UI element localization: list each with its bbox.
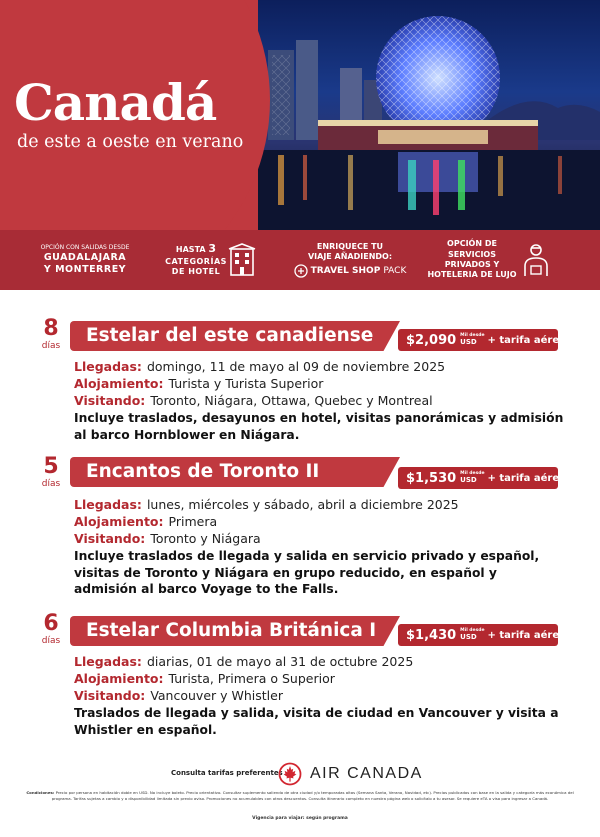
tour-visiting: Visitando: Toronto, Niágara, Ottawa, Quebec y Montreal xyxy=(74,393,433,408)
tour-price-suffix: + tarifa aérea xyxy=(487,334,566,346)
feature-departures-line2: Y MONTERREY xyxy=(43,263,127,275)
tour-price: $2,090 xyxy=(406,332,457,348)
feature-departures-line1: GUADALAJARA xyxy=(43,251,127,263)
tour-price-note: Mil desde USD xyxy=(460,332,485,346)
tour-arrivals: Llegadas: domingo, 11 de mayo al 09 de noviembre 2025 xyxy=(74,359,446,374)
tour-price-suffix: + tarifa aérea xyxy=(487,629,566,641)
validity-note: Vigencia para viajar: según programa xyxy=(252,816,348,821)
footer-cta: Consulta tarifas preferentes xyxy=(171,769,283,777)
feature-categories xyxy=(165,230,265,290)
maple-leaf-roundel-icon xyxy=(278,762,302,786)
feature-departures-small: OPCIÓN CON SALIDAS DESDE xyxy=(40,243,130,251)
tour-arrivals: Llegadas: diarias, 01 de mayo al 31 de octubre 2025 xyxy=(74,654,414,669)
tour-days: 8 días xyxy=(41,316,61,351)
plus-circle-icon xyxy=(294,264,308,278)
feature-categories-line1: HASTA 3 xyxy=(175,242,217,256)
tour-info xyxy=(74,358,564,443)
tour-price-tag xyxy=(398,624,566,646)
feature-departures xyxy=(30,230,140,290)
tour-price-tag xyxy=(398,467,566,489)
feature-private-line3: HOTELERIA DE LUJO xyxy=(427,270,517,280)
tour-visiting: Visitando: Vancouver y Whistler xyxy=(74,688,283,703)
hotel-building-icon xyxy=(227,243,257,277)
hero-subtitle: de este a oeste en verano xyxy=(17,132,244,152)
feature-categories-line2: CATEGORÍAS xyxy=(165,256,227,266)
feature-private-line1: OPCIÓN DE SERVICIOS xyxy=(447,239,497,259)
air-canada-logo xyxy=(278,762,423,786)
feature-private-line2: PRIVADOS Y xyxy=(444,260,500,269)
feature-travelshop-line2: VIAJE AÑADIENDO: xyxy=(307,252,393,261)
tour-title: Estelar del este canadiense xyxy=(86,325,374,346)
city-skyline-image xyxy=(258,0,600,230)
tour-includes: Incluye traslados, desayunos en hotel, visitas panorámicas y admisión al barco Hornblower en Niágara. xyxy=(74,411,564,442)
tour-title: Estelar Columbia Británica I xyxy=(86,620,377,641)
hero-title: Canadá xyxy=(14,73,217,132)
tour-price-note: Mil desde USD xyxy=(460,470,485,484)
tour-price-note: Mil desde USD xyxy=(460,627,485,641)
travelshop-logo: TRAVEL SHOP PACK xyxy=(290,264,410,278)
feature-travelshop xyxy=(290,230,410,290)
tour-days: 5 días xyxy=(41,454,61,489)
feature-travelshop-line1: ENRIQUECE TU xyxy=(316,241,384,251)
tour-title: Encantos de Toronto II xyxy=(86,461,320,482)
tour-price: $1,530 xyxy=(406,470,457,486)
hero-photo-vancouver xyxy=(258,0,600,230)
tour-price: $1,430 xyxy=(406,627,457,643)
tour-lodging: Alojamiento: Turista, Primera o Superior xyxy=(74,671,335,686)
tour-visiting: Visitando: Toronto y Niágara xyxy=(74,531,261,546)
feature-private xyxy=(422,230,562,290)
tour-includes: Traslados de llegada y salida, visita de ciudad en Vancouver y visita a Whistler en español. xyxy=(74,706,559,737)
features-bar xyxy=(0,230,600,290)
tour-price-tag xyxy=(398,329,566,351)
tour-days: 6 días xyxy=(41,611,61,646)
tour-lodging: Alojamiento: Turista y Turista Superior xyxy=(74,376,324,391)
tour-price-suffix: + tarifa aérea xyxy=(487,472,566,484)
tour-includes: Incluye traslados de llegada y salida en servicio privado y español, visitas de Toronto y Niágara en grupo reducido, en español y admisión al barco Voyage to the Falls. xyxy=(74,549,540,596)
tour-lodging: Alojamiento: Primera xyxy=(74,514,218,529)
tour-info xyxy=(74,653,564,738)
conditions-fine-print: Condiciones: Precio por persona en habitación doble en USD. No incluye boleto. Precio orientativo. Consultar suplemento saliendo de otra ciudad y/o temporadas altas (Semana Santa, Verano, Navidad, etc). Precios publicados con base en la salida y categoría más económica del programa. Tarifas sujetas a cambio y a disponibilidad limitada sin previo aviso. Promociones no acumulables con otros descuentos. Consulta itinerario completo en nuestra página web o solicítalo a tu asesor. Se requiere eTA o visa para ingresar a Canadá. xyxy=(26,790,574,802)
tour-info xyxy=(74,496,564,598)
concierge-person-icon xyxy=(522,242,550,278)
tour-arrivals: Llegadas: lunes, miércoles y sábado, abril a diciembre 2025 xyxy=(74,497,459,512)
hero-banner xyxy=(0,0,600,230)
feature-categories-line3: DE HOTEL xyxy=(171,267,221,277)
airline-name: AIR CANADA xyxy=(310,765,423,782)
